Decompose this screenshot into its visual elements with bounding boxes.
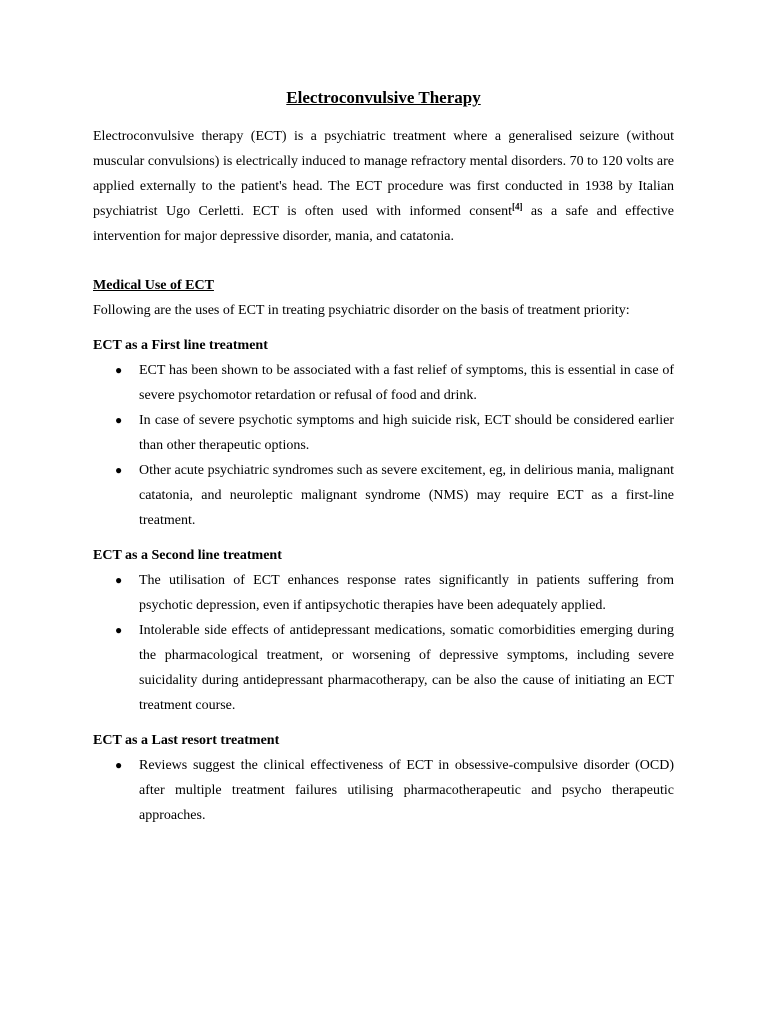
list-item-text: ECT has been shown to be associated with a fast relief of symptoms, this is essential in case of severe psychomotor retardation or refusal of food and drink. bbox=[139, 363, 674, 403]
bullet-icon: ● bbox=[115, 413, 123, 427]
list-item-text: Other acute psychiatric syndromes such as severe excitement, eg, in delirious mania, malignant catatonia, and neuroleptic malignant syndrome (NMS) may require ECT as a first-line treatment. bbox=[139, 463, 674, 528]
bullet-list-second-line bbox=[93, 568, 674, 718]
citation-ref[interactable]: [4] bbox=[511, 201, 523, 212]
document-title: Electroconvulsive Therapy bbox=[286, 88, 481, 107]
bullet-list-first-line bbox=[93, 358, 674, 533]
subheading-first-line: ECT as a First line treatment bbox=[93, 338, 268, 353]
bullet-icon: ● bbox=[115, 573, 123, 587]
list-item-text: In case of severe psychotic symptoms and high suicide risk, ECT should be considered earlier than other therapeutic options. bbox=[139, 413, 674, 453]
medical-use-lead: Following are the uses of ECT in treating psychiatric disorder on the basis of treatment priority: bbox=[93, 303, 630, 318]
list-item bbox=[115, 408, 674, 458]
list-item bbox=[115, 458, 674, 533]
section-heading-medical-use: Medical Use of ECT bbox=[93, 278, 214, 293]
list-item-text: Reviews suggest the clinical effectiveness of ECT in obsessive-compulsive disorder (OCD) after multiple treatment failures utilising pharmacotherapeutic and psycho therapeutic approaches. bbox=[139, 758, 674, 823]
list-item bbox=[115, 358, 674, 408]
bullet-list-last-resort bbox=[93, 753, 674, 828]
bullet-icon: ● bbox=[115, 623, 123, 637]
intro-text: Electroconvulsive therapy (ECT) is a psychiatric treatment where a generalised seizure (without muscular convulsions) is electrically induced to manage refractory mental disorders. 70 to 120 volts are applied externally to the patient's head. The ECT procedure was first conducted in 1938 by Italian psychiatrist Ugo Cerletti. ECT is often used with informed consent bbox=[93, 129, 674, 219]
intro-paragraph bbox=[93, 124, 674, 249]
subheading-last-resort: ECT as a Last resort treatment bbox=[93, 733, 280, 748]
bullet-icon: ● bbox=[115, 463, 123, 477]
list-item bbox=[115, 568, 674, 618]
intro-text-continued: as a safe and effective intervention for major depressive disorder, mania, and catatonia. bbox=[93, 204, 674, 244]
bullet-icon: ● bbox=[115, 363, 123, 377]
bullet-icon: ● bbox=[115, 758, 123, 772]
document-body bbox=[93, 86, 674, 828]
list-item-text: The utilisation of ECT enhances response rates significantly in patients suffering from psychotic depression, even if antipsychotic therapies have been adequately applied. bbox=[139, 573, 674, 613]
list-item-text: Intolerable side effects of antidepressant medications, somatic comorbidities emerging during the pharmacological treatment, or worsening of depressive symptoms, including severe suicidality during antidepressant pharmacotherapy, can be also the cause of initiating an ECT treatment course. bbox=[139, 623, 674, 713]
list-item bbox=[115, 618, 674, 718]
subheading-second-line: ECT as a Second line treatment bbox=[93, 548, 282, 563]
list-item bbox=[115, 753, 674, 828]
